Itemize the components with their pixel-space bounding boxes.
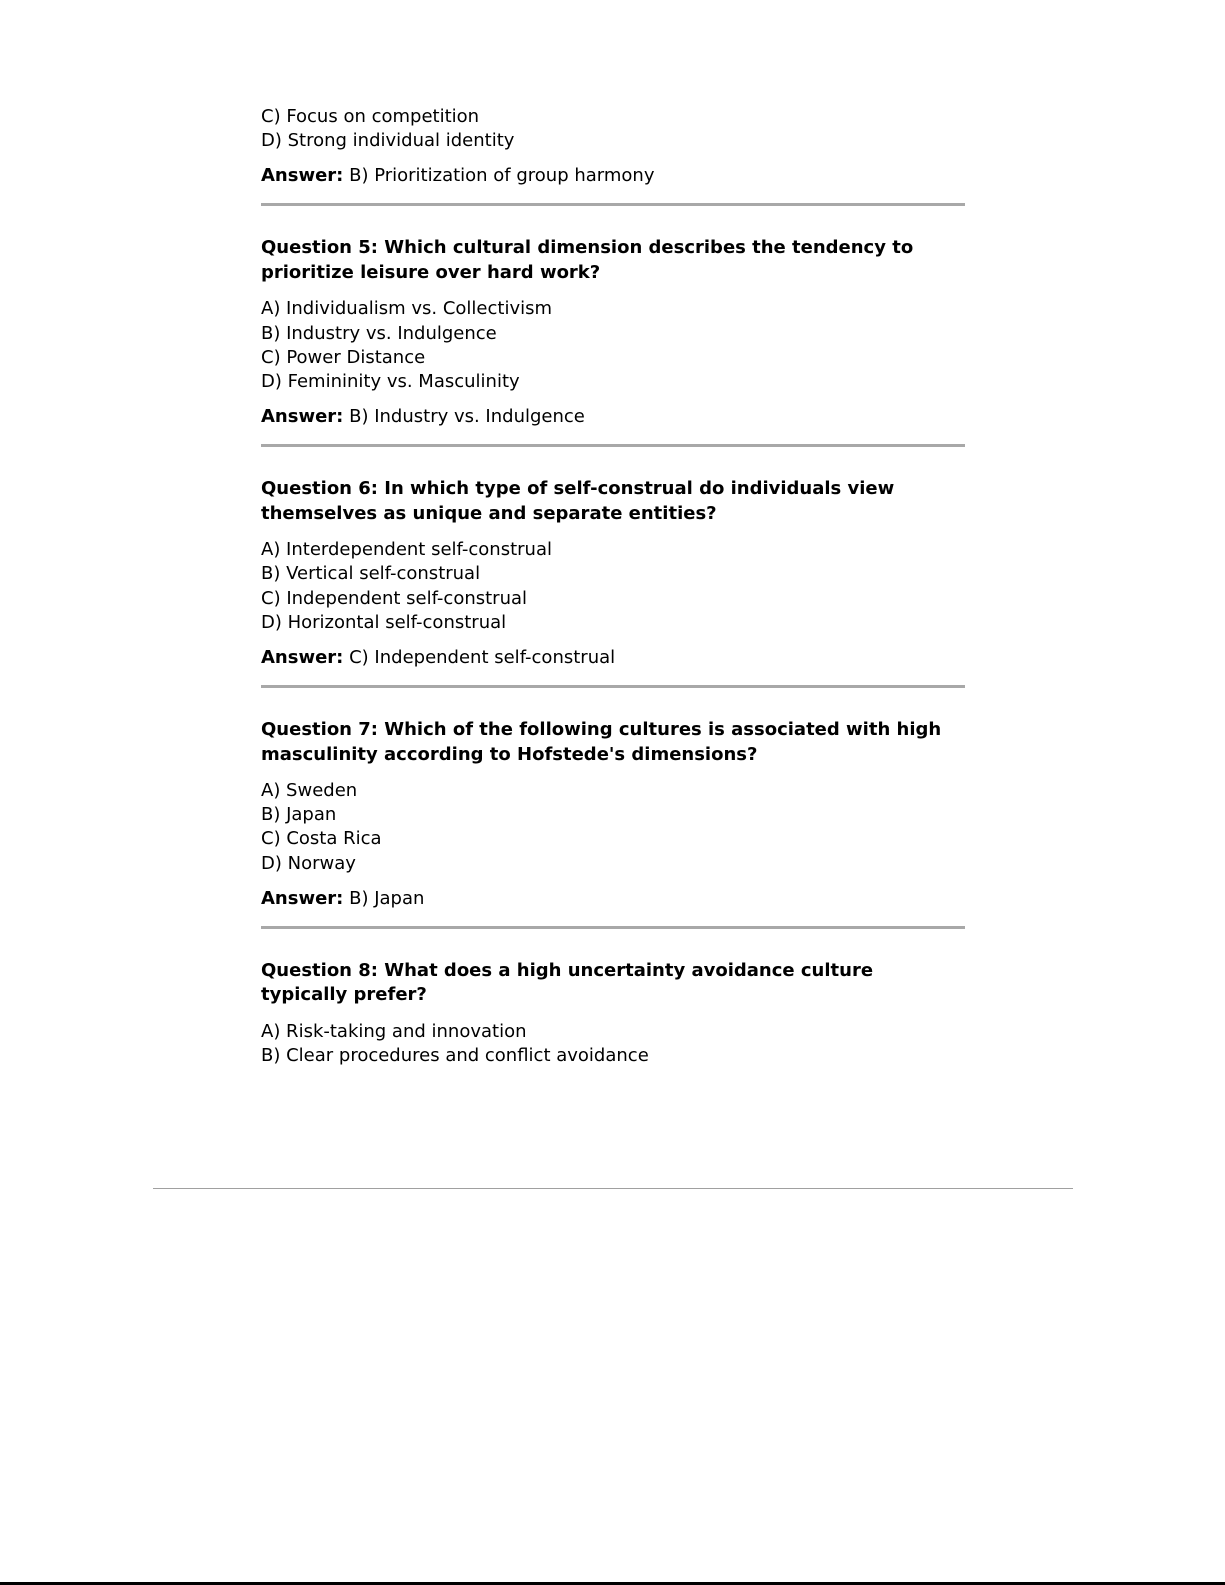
option-b: B) Vertical self-construal (261, 563, 481, 585)
option-a: A) Risk-taking and innovation (261, 1020, 527, 1042)
option-b: B) Japan (261, 804, 337, 826)
option-a: A) Individualism vs. Collectivism (261, 298, 553, 320)
divider (261, 926, 965, 929)
answer-text: B) Industry vs. Indulgence (349, 406, 585, 428)
option-d: D) Strong individual identity (261, 130, 515, 152)
option-c: C) Focus on competition (261, 106, 480, 127)
question-7-block (261, 718, 965, 929)
question-5-block (261, 236, 965, 447)
option-b: B) Industry vs. Indulgence (261, 322, 497, 344)
option-a: A) Sweden (261, 780, 358, 802)
option-c: C) Independent self-construal (261, 587, 528, 609)
question-title: Question 5: Which cultural dimension describes the tendency to prioritize leisure over hard work? (261, 237, 914, 283)
divider (261, 685, 965, 688)
question-8-block (261, 959, 965, 1068)
answer-label: Answer: (261, 165, 344, 187)
answer-line (261, 887, 965, 911)
question-title: Question 7: Which of the following cultures is associated with high masculinity according to Hofstede's dimensions? (261, 719, 942, 765)
question-4-block (261, 105, 965, 206)
question-title: Question 8: What does a high uncertainty avoidance culture typically prefer? (261, 959, 874, 1006)
answer-label: Answer: (261, 647, 344, 669)
option-a: A) Interdependent self-construal (261, 539, 552, 561)
option-d: D) Norway (261, 852, 356, 874)
option-b: B) Clear procedures and conflict avoidance (261, 1045, 649, 1067)
answer-label: Answer: (261, 406, 344, 428)
option-d: D) Horizontal self-construal (261, 611, 507, 633)
question-6-block (261, 477, 965, 688)
quiz-content (261, 105, 965, 1068)
question-title: Question 6: In which type of self-construal do individuals view themselves as unique and separate entities? (261, 478, 895, 524)
answer-text: B) Prioritization of group harmony (349, 165, 655, 187)
answer-label: Answer: (261, 887, 344, 909)
answer-line (261, 164, 965, 188)
answer-line (261, 405, 965, 429)
answer-text: B) Japan (349, 887, 425, 909)
option-c: C) Power Distance (261, 346, 426, 368)
answer-text: C) Independent self-construal (349, 647, 616, 669)
page-footer-divider (153, 1188, 1073, 1189)
divider (261, 444, 965, 447)
divider (261, 203, 965, 206)
answer-line (261, 646, 965, 670)
option-c: C) Costa Rica (261, 828, 382, 850)
option-d: D) Femininity vs. Masculinity (261, 371, 520, 393)
